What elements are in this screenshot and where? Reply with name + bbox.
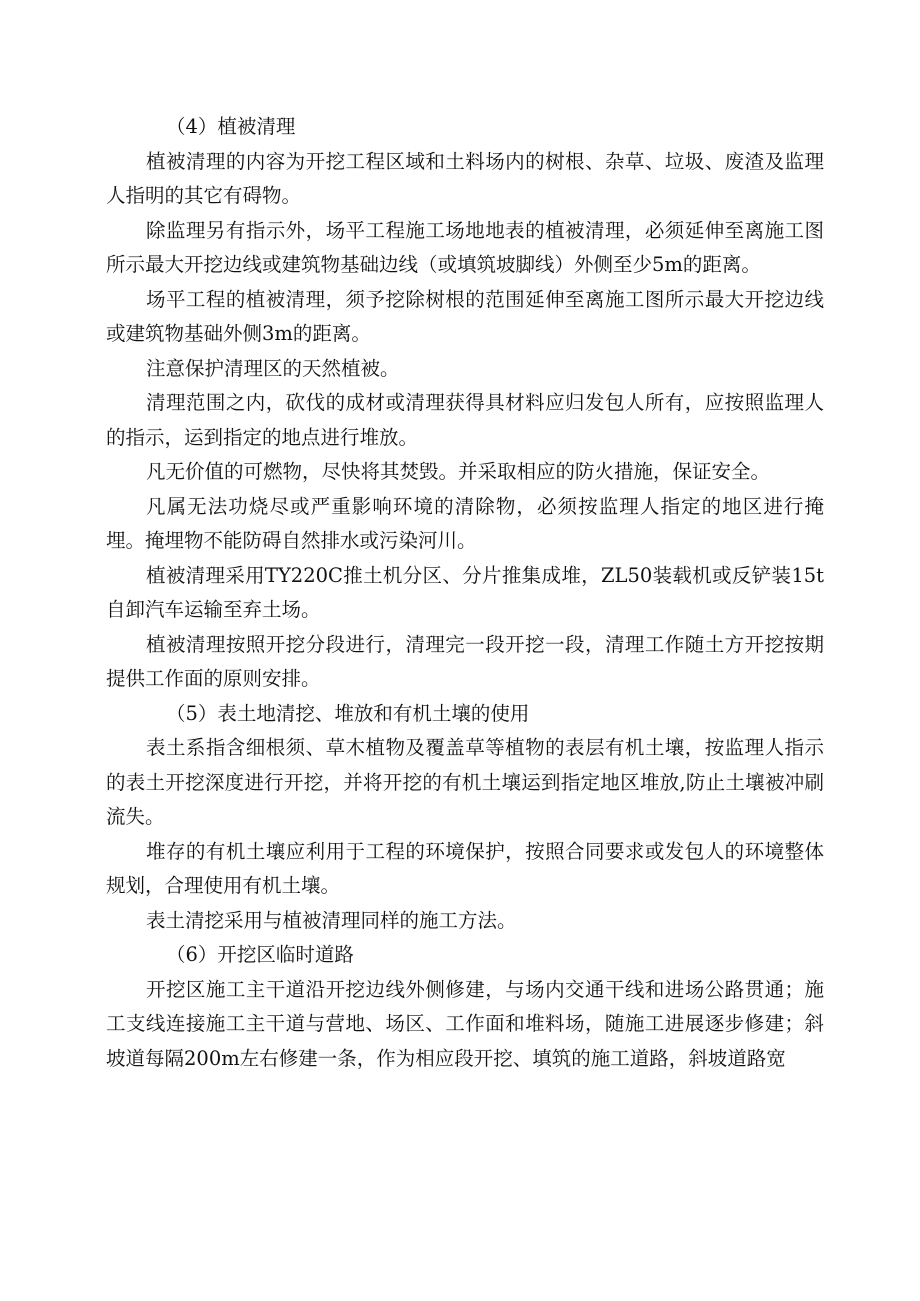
paragraph: 堆存的有机土壤应利用于工程的环境保护，按照合同要求或发包人的环境整体规划，合理使用有机土壤。 <box>106 839 824 897</box>
paragraph: 凡无价值的可燃物，尽快将其焚毁。并采取相应的防火措施，保证安全。 <box>146 460 771 483</box>
paragraph: 表土清挖采用与植被清理同样的施工方法。 <box>146 908 517 932</box>
section-heading-5: （5）表土地清挖、堆放和有机土壤的使用 <box>166 701 530 725</box>
paragraph: 植被清理采用TY220C推土机分区、分片推集成堆，ZL50装载机或反铲装15t自卸汽车运输至弃土场。 <box>106 563 824 621</box>
paragraph: 植被清理按照开挖分段进行，清理完一段开挖一段，清理工作随土方开挖按期提供工作面的原则安排。 <box>106 632 824 690</box>
paragraph: 开挖区施工主干道沿开挖边线外侧修建，与场内交通干线和进场公路贯通；施工支线连接施工主干道与营地、场区、工作面和堆料场，随施工进展逐步修建；斜坡道每隔200m左右修建一条，作为相应段开挖、填筑的施工道路，斜坡道路宽 <box>106 977 824 1070</box>
paragraph: 除监理另有指示外，场平工程施工场地地表的植被清理，必须延伸至离施工图所示最大开挖边线或建筑物基础边线（或填筑坡脚线）外侧至少5m的距离。 <box>106 218 824 276</box>
paragraph: 清理范围之内，砍伐的成材或清理获得具材料应归发包人所有，应按照监理人的指示，运到指定的地点进行堆放。 <box>106 391 824 449</box>
paragraph: 场平工程的植被清理，须予挖除树根的范围延伸至离施工图所示最大开挖边线或建筑物基础外侧3m的距离。 <box>106 287 824 345</box>
paragraph: 植被清理的内容为开挖工程区域和土料场内的树根、杂草、垃圾、废渣及监理人指明的其它有碍物。 <box>106 149 824 207</box>
paragraph: 注意保护清理区的天然植被。 <box>146 356 400 380</box>
paragraph: 凡属无法功烧尽或严重影响环境的清除物，必须按监理人指定的地区进行掩埋。掩埋物不能防碍自然排水或污染河川。 <box>106 494 824 552</box>
section-heading-4: （4）植被清理 <box>166 115 296 138</box>
section-heading-6: （6）开挖区临时道路 <box>166 943 354 966</box>
paragraph: 表土系指含细根须、草木植物及覆盖草等植物的表层有机土壤，按监理人指示的表土开挖深度进行开挖，并将开挖的有机土壤运到指定地区堆放,防止土壤被冲刷流失。 <box>106 736 824 828</box>
